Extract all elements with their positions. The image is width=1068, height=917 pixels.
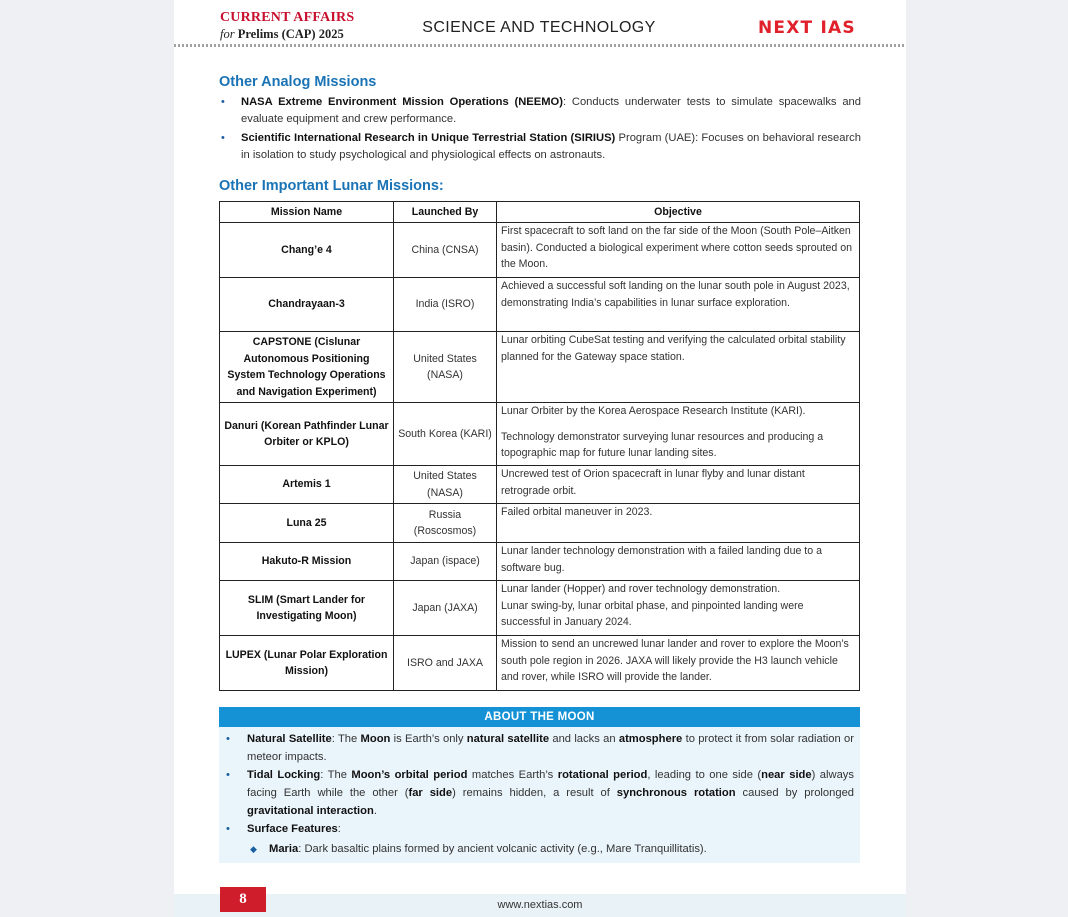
launched-by-cell: ISRO and JAXA: [394, 636, 497, 691]
bullet-icon: •: [226, 769, 230, 781]
objective-text: Uncrewed test of Orion spacecraft in lunar flyby and lunar distant retrograde orbit.: [501, 468, 805, 497]
analog-item-text: Program (UAE): Focuses on behavioral research in isolation to study psychological and physiological effects on astronauts.: [241, 132, 862, 161]
analog-list: [219, 94, 861, 166]
launched-by-cell: Japan (ispace): [394, 543, 497, 581]
moon-item-natural-satellite: [219, 730, 854, 766]
footer-website: www.nextias.com: [497, 899, 583, 911]
bullet-icon: •: [226, 733, 230, 745]
mission-name-cell: Chandrayaan-3: [220, 278, 394, 332]
mission-name-cell: LUPEX (Lunar Polar Exploration Mission): [220, 636, 394, 691]
moon-item-surface-features: [219, 820, 854, 838]
diamond-bullet-icon: ◆: [250, 844, 257, 854]
moon-list: [219, 730, 860, 858]
objective-cell: [497, 636, 860, 691]
text: : The: [320, 769, 352, 781]
objective-text: Lunar orbiting CubeSat testing and verifying the calculated orbital stability planned for the Gateway space station.: [501, 334, 846, 363]
objective-cell: [497, 466, 860, 504]
objective-cell: [497, 332, 860, 403]
table-row: [220, 543, 860, 581]
table-row: [220, 278, 860, 332]
objective-text: Lunar lander technology demonstration with a failed landing due to a software bug.: [501, 545, 822, 574]
launched-by-cell: India (ISRO): [394, 278, 497, 332]
objective-cell: [497, 543, 860, 581]
text: :: [337, 823, 341, 835]
header-divider: [174, 44, 906, 47]
brand-title: CURRENT AFFAIRS: [220, 10, 355, 25]
objective-text: First spacecraft to soft land on the far side of the Moon (South Pole–Aitken basin). Conducted a biological experiment where cotton seeds sprouted on the Moon.: [501, 225, 852, 270]
text: ) remains hidden, a result of: [452, 787, 617, 799]
mission-name-cell: Luna 25: [220, 504, 394, 543]
table-row: [220, 581, 860, 636]
bold-term: Moon: [360, 733, 391, 745]
bullet-icon: •: [221, 132, 225, 144]
bold-term: Moon’s orbital period: [351, 769, 468, 781]
about-moon-box: [219, 707, 860, 863]
objective-text: Lunar Orbiter by the Korea Aerospace Research Institute (KARI).: [501, 405, 806, 417]
moon-item-tidal-locking: [219, 766, 854, 820]
table-row: [220, 332, 860, 403]
objective-cell: [497, 403, 860, 466]
brand-subtitle: [220, 26, 380, 42]
label: Tidal Locking: [247, 769, 321, 781]
brand-for: for: [220, 27, 235, 41]
analog-item-neemo: [219, 94, 861, 128]
objective-text: Achieved a successful soft landing on the lunar south pole in August 2023, demonstrating India’s capabilities in lunar surface exploration.: [501, 280, 850, 309]
brand-prelims: Prelims (CAP) 2025: [237, 27, 344, 41]
section-title: SCIENCE AND TECHNOLOGY: [422, 19, 656, 36]
mission-name-cell: Artemis 1: [220, 466, 394, 504]
launched-by-cell: South Korea (KARI): [394, 403, 497, 466]
about-moon-heading: ABOUT THE MOON: [219, 707, 860, 727]
analog-item-bold: NASA Extreme Environment Mission Operations (NEEMO): [241, 96, 563, 108]
mission-name-cell: Chang’e 4: [220, 223, 394, 278]
text: and lacks an: [549, 733, 619, 745]
text: caused by prolonged: [735, 787, 855, 799]
bold-term: synchronous rotation: [616, 787, 736, 799]
mission-name-cell: Danuri (Korean Pathfinder Lunar Orbiter or KPLO): [220, 403, 394, 466]
label: Natural Satellite: [247, 733, 332, 745]
next-ias-logo: NEXT IAS: [758, 18, 856, 38]
table-row: [220, 403, 860, 466]
table-header-row: [220, 202, 860, 223]
analog-heading: Other Analog Missions: [219, 74, 377, 90]
objective-cell: [497, 223, 860, 278]
lunar-heading: Other Important Lunar Missions:: [219, 178, 444, 194]
launched-by-cell: United States (NASA): [394, 466, 497, 504]
objective-cell: [497, 504, 860, 543]
moon-subitem-maria: [219, 840, 854, 858]
objective-cell: [497, 278, 860, 332]
objective-text: Lunar swing-by, lunar orbital phase, and pinpointed landing were successful in January 2024.: [501, 599, 804, 628]
analog-item-text: : Conducts underwater tests to simulate spacewalks and evaluate equipment and crew performance.: [241, 96, 861, 125]
col-launched-by: Launched By: [394, 202, 497, 223]
label: Maria: [269, 843, 299, 855]
bold-term: rotational period: [557, 769, 648, 781]
mission-name-cell: CAPSTONE (Cislunar Autonomous Positioning System Technology Operations and Navigation Experiment): [220, 332, 394, 403]
bullet-icon: •: [226, 823, 230, 835]
objective-text: Failed orbital maneuver in 2023.: [501, 506, 653, 518]
objective-text: Technology demonstrator surveying lunar resources and producing a topographic map for future lunar landing sites.: [501, 430, 824, 459]
bullet-icon: •: [221, 96, 225, 108]
text: ) always facing Earth while the other (: [247, 769, 854, 799]
launched-by-cell: Japan (JAXA): [394, 581, 497, 636]
text: : Dark basaltic plains formed by ancient volcanic activity (e.g., Mare Tranquillitatis).: [298, 843, 707, 855]
launched-by-cell: China (CNSA): [394, 223, 497, 278]
analog-item-sirius: [219, 130, 861, 164]
text: , leading to one side (: [647, 769, 762, 781]
text: .: [373, 805, 377, 817]
bold-term: near side: [761, 769, 812, 781]
col-mission-name: Mission Name: [220, 202, 394, 223]
bold-term: atmosphere: [618, 733, 683, 745]
bold-term: gravitational interaction: [247, 805, 374, 817]
table-body: [220, 223, 860, 691]
label: Surface Features: [247, 823, 338, 835]
text: : The: [331, 733, 361, 745]
bold-term: far side: [408, 787, 453, 799]
mission-name-cell: SLIM (Smart Lander for Investigating Moon): [220, 581, 394, 636]
brand-block: [220, 10, 380, 42]
objective-cell: [497, 581, 860, 636]
table-row: [220, 223, 860, 278]
page: [174, 0, 906, 917]
table-row: [220, 504, 860, 543]
page-number: 8: [220, 887, 266, 912]
objective-text: Lunar lander (Hopper) and rover technology demonstration.: [501, 583, 781, 595]
table-row: [220, 636, 860, 691]
bold-term: natural satellite: [466, 733, 550, 745]
lunar-missions-table: [219, 201, 860, 691]
table-row: [220, 466, 860, 504]
col-objective: Objective: [497, 202, 860, 223]
analog-item-bold: Scientific International Research in Unique Terrestrial Station (SIRIUS): [241, 132, 616, 144]
mission-name-cell: Hakuto-R Mission: [220, 543, 394, 581]
launched-by-cell: United States (NASA): [394, 332, 497, 403]
text: to protect it from solar radiation or meteor impacts.: [247, 733, 854, 763]
text: is Earth’s only: [390, 733, 467, 745]
text: matches Earth’s: [467, 769, 558, 781]
launched-by-cell: Russia (Roscosmos): [394, 504, 497, 543]
objective-text: Mission to send an uncrewed lunar lander and rover to explore the Moon’s south pole region in 2026. JAXA will likely provide the H3 launch vehicle and rover, while ISRO will provide the lander.: [501, 638, 849, 683]
